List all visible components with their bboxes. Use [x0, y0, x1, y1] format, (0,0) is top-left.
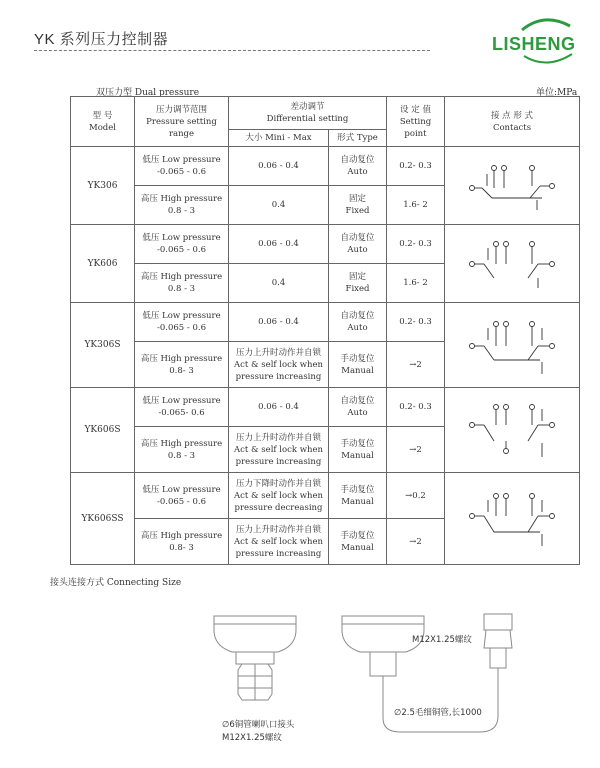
- connecting-size-title: 接头连接方式 Connecting Size: [50, 578, 182, 588]
- diff-cell: 压力上升时动作并自锁 Act & self lock when pressure increasing: [229, 427, 329, 473]
- type-cell: 手动复位 Manual: [329, 427, 387, 473]
- setting-cell: 1.6- 2: [387, 186, 445, 225]
- range-cell: 低压 Low pressure -0.065- 0.6: [135, 388, 229, 427]
- flare-fitting-icon: [200, 608, 310, 720]
- setting-cell: →2: [387, 342, 445, 388]
- contact-diagram: [445, 147, 580, 225]
- table-row: [71, 473, 580, 519]
- table-row: [71, 388, 580, 427]
- diff-cell: 0.4: [229, 264, 329, 303]
- capillary-thread-caption: M12X1.25螺纹: [412, 635, 472, 645]
- page-title: YK 系列压力控制器: [34, 31, 169, 48]
- type-cell: 固定 Fixed: [329, 264, 387, 303]
- contact-diagram: [445, 225, 580, 303]
- type-cell: 自动复位 Auto: [329, 225, 387, 264]
- range-cell: 低压 Low pressure -0.065 - 0.6: [135, 303, 229, 342]
- setting-cell: 0.2- 0.3: [387, 388, 445, 427]
- model-cell: YK306S: [71, 303, 135, 388]
- table-row: [71, 147, 580, 186]
- capillary-tube-caption: ∅2.5毛细铜管,长1000: [394, 708, 482, 718]
- contact-diagram-icon: [452, 234, 572, 294]
- diff-cell: 压力上升时动作并自锁 Act & self lock when pressure increasing: [229, 519, 329, 565]
- type-cell: 自动复位 Auto: [329, 303, 387, 342]
- logo-text: LISHENG: [492, 34, 576, 54]
- model-cell: YK306: [71, 147, 135, 225]
- setting-cell: 1.6- 2: [387, 264, 445, 303]
- range-cell: 高压 High pressure 0.8- 3: [135, 519, 229, 565]
- unit-label: 单位:MPa: [536, 88, 578, 98]
- type-cell: 手动复位 Manual: [329, 519, 387, 565]
- type-cell: 固定 Fixed: [329, 186, 387, 225]
- range-cell: 低压 Low pressure -0.065 - 0.6: [135, 147, 229, 186]
- flare-caption: ∅6铜管喇叭口接头: [222, 720, 295, 730]
- model-cell: YK606: [71, 225, 135, 303]
- spec-table: [70, 96, 580, 565]
- diff-cell: 压力上升时动作并自锁 Act & self lock when pressure increasing: [229, 342, 329, 388]
- setting-cell: 0.2- 0.3: [387, 303, 445, 342]
- diff-cell: 0.4: [229, 186, 329, 225]
- table-row: [71, 225, 580, 264]
- capillary-fitting-icon: [330, 608, 540, 738]
- contact-diagram: [445, 473, 580, 565]
- type-cell: 自动复位 Auto: [329, 147, 387, 186]
- model-cell: YK606S: [71, 388, 135, 473]
- table-caption: 双压力型 Dual pressure: [96, 88, 200, 98]
- diff-cell: 压力下降时动作并自锁 Act & self lock when pressure decreasing: [229, 473, 329, 519]
- range-cell: 高压 High pressure 0.8- 3: [135, 342, 229, 388]
- setting-cell: 0.2- 0.3: [387, 225, 445, 264]
- diff-cell: 0.06 - 0.4: [229, 147, 329, 186]
- header-range: 压力调节范围 Pressure setting range: [135, 97, 229, 147]
- contact-diagram: [445, 303, 580, 388]
- setting-cell: →0.2: [387, 473, 445, 519]
- header-diff-minmax: 大小 Mini - Max: [229, 130, 329, 147]
- diff-cell: 0.06 - 0.4: [229, 225, 329, 264]
- header-diff-type: 形式 Type: [329, 130, 387, 147]
- contact-diagram-icon: [452, 310, 572, 380]
- range-cell: 高压 High pressure 0.8 - 3: [135, 264, 229, 303]
- setting-cell: →2: [387, 519, 445, 565]
- range-cell: 高压 High pressure 0.8 - 3: [135, 186, 229, 225]
- header-setting: 设 定 值 Setting point: [387, 97, 445, 147]
- model-cell: YK606SS: [71, 473, 135, 565]
- flare-thread-caption: M12X1.25螺纹: [222, 733, 282, 743]
- type-cell: 自动复位 Auto: [329, 388, 387, 427]
- diff-cell: 0.06 - 0.4: [229, 303, 329, 342]
- diff-cell: 0.06 - 0.4: [229, 388, 329, 427]
- type-cell: 手动复位 Manual: [329, 342, 387, 388]
- header-model: 型 号 Model: [71, 97, 135, 147]
- table-row: [71, 303, 580, 342]
- range-cell: 低压 Low pressure -0.065 - 0.6: [135, 225, 229, 264]
- contact-diagram: [445, 388, 580, 473]
- contact-diagram-icon: [452, 395, 572, 465]
- header-diff: 差动调节 Differential setting: [229, 97, 387, 130]
- header-contacts: 接 点 形 式 Contacts: [445, 97, 580, 147]
- table-header-row: [71, 97, 580, 130]
- setting-cell: 0.2- 0.3: [387, 147, 445, 186]
- setting-cell: →2: [387, 427, 445, 473]
- title-divider: [34, 50, 430, 51]
- company-logo: [492, 14, 592, 66]
- range-cell: 高压 High pressure 0.8 - 3: [135, 427, 229, 473]
- type-cell: 手动复位 Manual: [329, 473, 387, 519]
- contact-diagram-icon: [452, 484, 572, 554]
- contact-diagram-icon: [452, 156, 572, 216]
- range-cell: 低压 Low pressure -0.065 - 0.6: [135, 473, 229, 519]
